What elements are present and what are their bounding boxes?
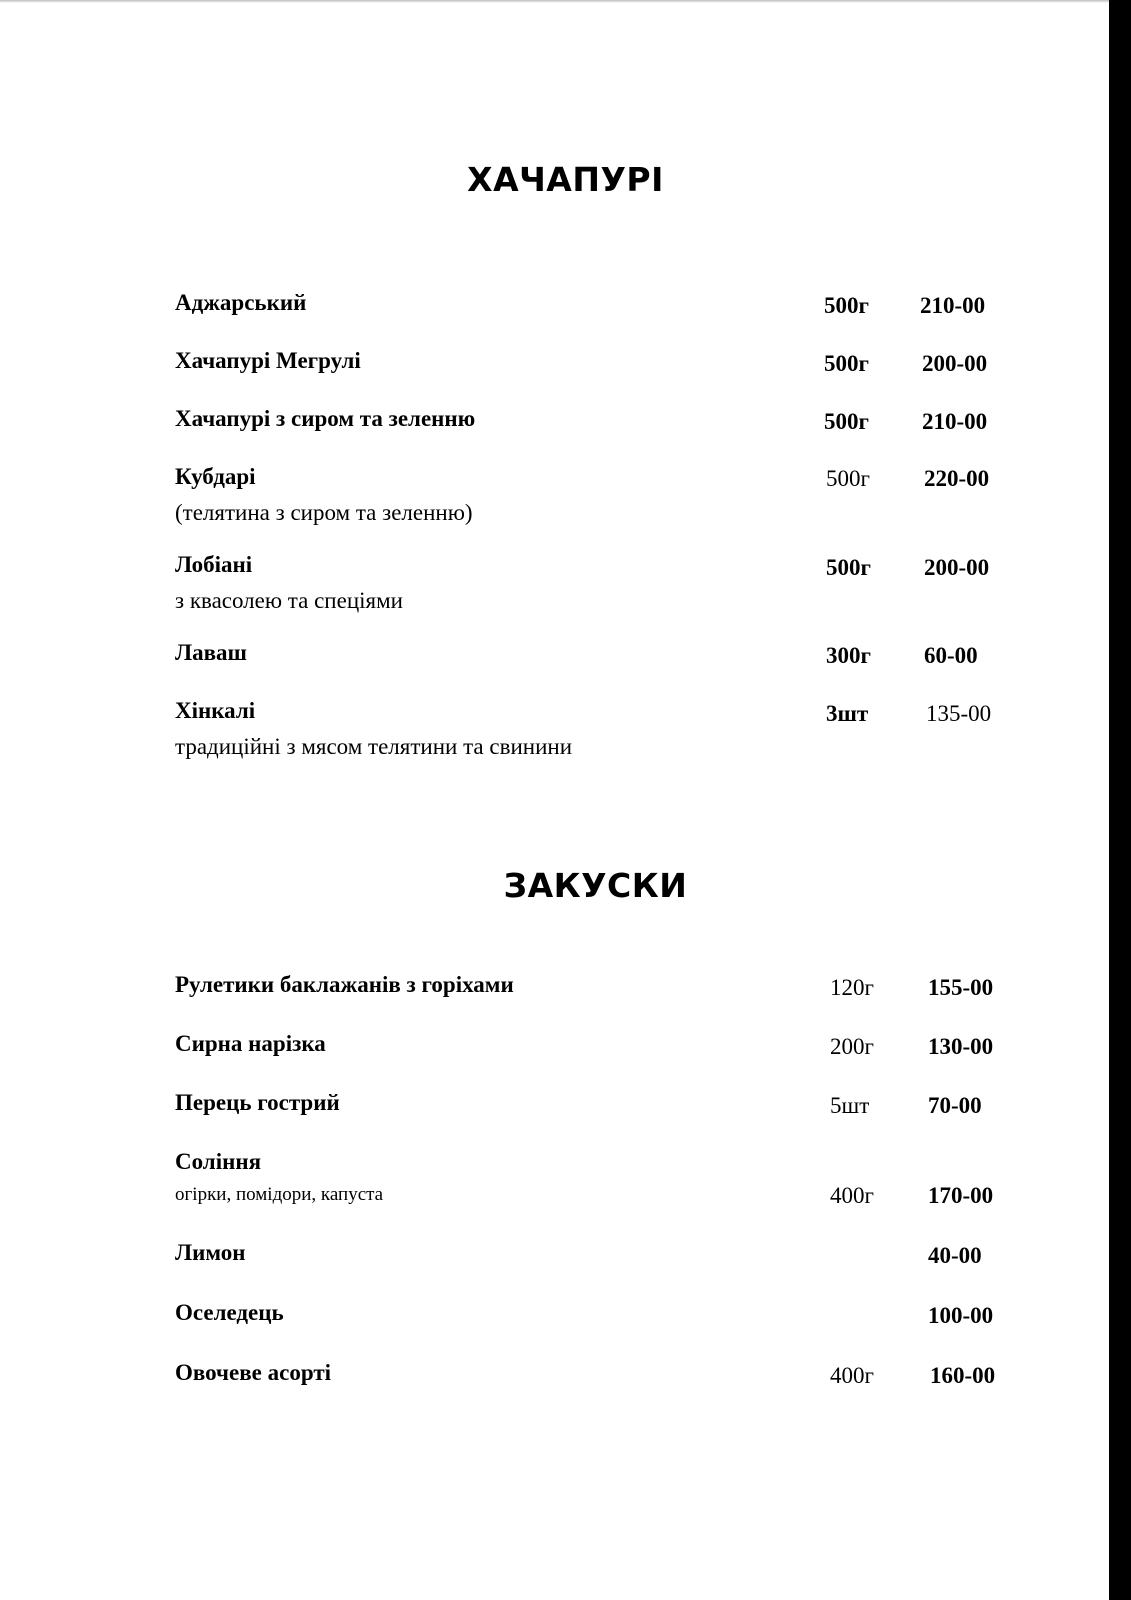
item-price: 40-00 (928, 1243, 982, 1268)
item-description: огірки, помідори, капуста (175, 1184, 384, 1205)
section-title-zakusky: ЗАКУСКИ (503, 866, 688, 905)
item-description: традиційні з мясом телятини та свинини (175, 734, 572, 759)
item-price: 200-00 (924, 555, 990, 580)
item-price: 170-00 (928, 1183, 994, 1208)
item-price: 135-00 (926, 701, 992, 726)
item-price: 210-00 (922, 409, 988, 434)
item-name: Лаваш (175, 640, 247, 665)
item-price: 160-00 (930, 1363, 996, 1388)
item-name: Лобіані (175, 552, 253, 577)
item-name: Кубдарі (175, 464, 256, 489)
item-name: Хачапурі Мегрулі (175, 348, 361, 373)
item-name: Сирна нарізка (175, 1031, 326, 1056)
item-weight: 500г (826, 466, 870, 491)
item-weight: 3шт (826, 701, 869, 726)
item-name: Аджарський (175, 290, 307, 315)
item-name: Оселедець (175, 1300, 284, 1325)
page-right-edge (1109, 0, 1131, 1600)
item-price: 220-00 (924, 466, 990, 491)
item-description: з квасолею та спеціями (175, 588, 403, 613)
item-name: Хінкалі (175, 698, 256, 723)
item-weight: 200г (830, 1034, 874, 1059)
item-weight: 120г (830, 975, 874, 1000)
item-weight: 5шт (830, 1093, 870, 1118)
section-title-khachapuri: ХАЧАПУРІ (467, 160, 664, 199)
item-price: 210-00 (920, 293, 986, 318)
item-name: Хачапурі з сиром та зеленню (175, 406, 476, 431)
item-name: Рулетики баклажанів з горіхами (175, 972, 514, 997)
item-price: 60-00 (924, 643, 978, 668)
item-price: 155-00 (928, 975, 994, 1000)
item-weight: 400г (830, 1363, 874, 1388)
item-price: 200-00 (922, 351, 988, 376)
item-price: 130-00 (928, 1034, 994, 1059)
item-description: (телятина з сиром та зеленню) (175, 500, 473, 525)
item-name: Соління (175, 1149, 262, 1174)
item-price: 100-00 (928, 1303, 994, 1328)
page-top-edge (0, 0, 1131, 3)
item-weight: 500г (824, 293, 869, 318)
item-name: Овочеве асорті (175, 1360, 332, 1385)
item-weight: 500г (824, 351, 869, 376)
item-weight: 300г (826, 643, 871, 668)
item-weight: 500г (824, 409, 869, 434)
item-weight: 500г (826, 555, 871, 580)
item-name: Перець гострий (175, 1090, 340, 1115)
item-price: 70-00 (928, 1093, 982, 1118)
item-weight: 400г (830, 1183, 874, 1208)
item-name: Лимон (175, 1240, 246, 1265)
